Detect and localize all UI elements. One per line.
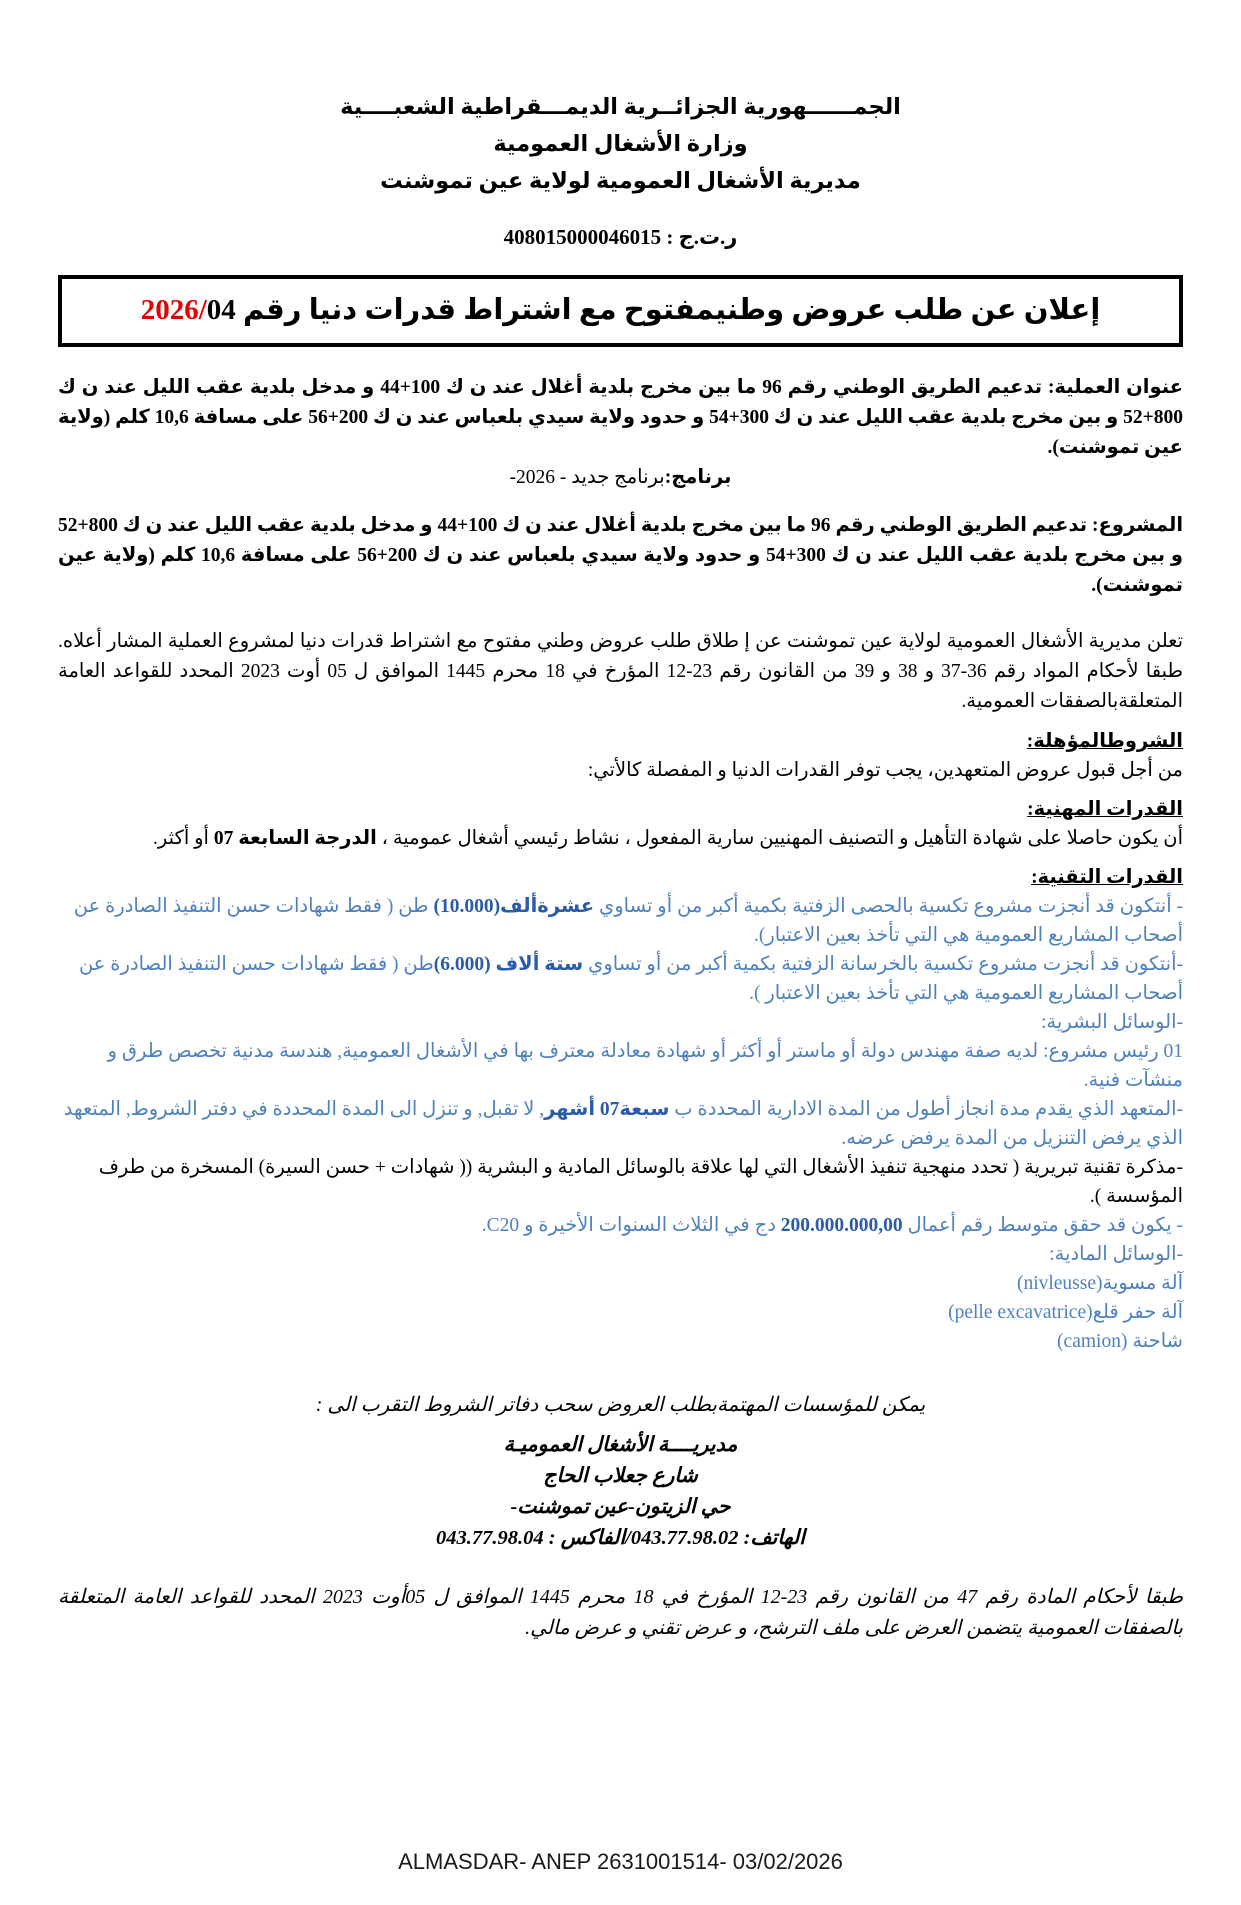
program-value: برنامج جديد - 2026- <box>509 467 665 488</box>
professional-text-after: أو أكثر. <box>153 828 214 849</box>
address-directorate: مديريــــة الأشغال العموميـة <box>503 1434 738 1456</box>
operation-title-paragraph: عنوان العملية: تدعيم الطريق الوطني رقم 96 ما بين مخرج بلدية أغلال عند ن ك 100+44 و مدخل بلدية عقب الليل عند ن ك 800+52 و بين مخرج بلدية عقب الليل عند ن ك 300+54 و حدود ولاية سيدي بلعباس عند ن ك 200+56 على مسافة 10,6 كلم (ولاية عين تموشنت). <box>58 377 1184 458</box>
announcement-title-text: إعلان عن طلب عروض وطنيمفتوح مع اشتراط قدرات دنيا رقم <box>235 294 1101 326</box>
announcement-sentence-2: طبقا لأحكام المواد رقم 36-37 و 38 و 39 من القانون رقم 23-12 المؤرخ في 18 محرم 1445 الموافق ل 05 أوت 2023 المحدد للقواعد العامة المتعلقةبالصفقات العمومية. <box>58 661 1183 712</box>
eligibility-heading: الشروطالمؤهلة: <box>1026 731 1183 752</box>
technical-item1-after: طن ( فقط شهادات حسن التنفيذ الصادرة عن أصحاب المشاريع العمومية هي التي تأخذ بعين الاعتبار). <box>73 896 1183 946</box>
material-item-excavator: آلة حفر قلع(pelle excavatrice) <box>948 1302 1183 1323</box>
announcement-number <box>141 294 236 326</box>
professional-capacities-text <box>58 824 1183 853</box>
human-resources-heading: -الوسائل البشرية: <box>1041 1012 1183 1033</box>
duration-text-after: , لا تقبل, و تنزل الى المدة المحددة في دفتر الشروط, المتعهد الذي يرفض التنزيل من المدة يرفض عرضه. <box>63 1099 1183 1149</box>
technical-memo: -مذكرة تقنية تبريرية ( تحدد منهجية تنفيذ الأشغال التي لها علاقة بالوسائل المادية و البشرية (( شهادات + حسن السيرة) المسخرة من طرف المؤسسة ). <box>98 1157 1183 1207</box>
address-street: شارع جعلاب الحاج <box>543 1465 698 1487</box>
human-resources-duration <box>58 1095 1183 1153</box>
directorate-line: مديرية الأشغال العمومية لولاية عين تموشنت <box>380 168 861 193</box>
material-item-truck: شاحنة (camion) <box>1057 1331 1183 1352</box>
technical-item-asphalt <box>58 950 1183 1008</box>
address-district: حي الزيتون-عين تموشنت- <box>510 1496 731 1518</box>
technical-item2-quantity: ستة ألاف (6.000) <box>433 954 584 975</box>
announcement-title-box <box>58 275 1183 347</box>
eligibility-intro: من أجل قبول عروض المتعهدين، يجب توفر القدرات الدنيا و المفصلة كالأتي: <box>587 760 1183 781</box>
contact-intro: يمكن للمؤسسات المهتمةبطلب العروض سحب دفاتر الشروط التقرب الى : <box>315 1394 926 1416</box>
program-label: برنامج: <box>664 467 732 488</box>
material-resources-heading: -الوسائل المادية: <box>1049 1244 1183 1265</box>
project-paragraph: المشروع: تدعيم الطريق الوطني رقم 96 ما بين مخرج بلدية أغلال عند ن ك 100+44 و مدخل بلدية عقب الليل عند ن ك 800+52 و بين مخرج بلدية عقب الليل عند ن ك 300+54 و حدود ولاية سيدي بلعباس عند ن ك 200+56 على مسافة 10,6 كلم (ولاية عين تموشنت). <box>58 515 1184 596</box>
technical-item-gravel <box>58 892 1183 950</box>
duration-text-before: -المتعهد الذي يقدم مدة انجاز أطول من المدة الادارية المحددة ب <box>669 1099 1183 1120</box>
announcement-paragraph <box>58 627 1183 717</box>
republic-line: الجمــــــهورية الجزائــرية الديمـــقراطية الشعبــــية <box>340 94 901 119</box>
material-item-grader: آلة مسوية(nivleusse) <box>1016 1273 1183 1294</box>
trade-register-number: ر.ت.ج : 408015000046015 <box>503 225 738 249</box>
duration-months-bold: سبعة07 أشهر <box>544 1099 670 1120</box>
technical-capacities-heading: القدرات التقنية: <box>1031 867 1183 888</box>
technical-item2-before: -أنتكون قد أنجزت مشروع تكسية بالخرسانة الزفتية بكمية أكبر من أو تساوي <box>583 954 1183 975</box>
professional-grade-bold: الدرجة السابعة 07 <box>213 828 377 849</box>
professional-text-before: أن يكون حاصلا على شهادة التأهيل و التصنيف المهنيين سارية المفعول ، نشاط رئيسي أشغال عمومية ، <box>376 828 1183 849</box>
ministry-line: وزارة الأشغال العمومية <box>493 131 748 156</box>
turnover-text-before: - يكون قد حقق متوسط رقم أعمال <box>902 1215 1183 1236</box>
turnover-amount: 200.000.000,00 <box>780 1215 903 1236</box>
technical-item2-after: طن ( فقط شهادات حسن التنفيذ الصادرة عن أصحاب المشاريع العمومية هي التي تأخذ بعين الاعتبار ). <box>78 954 1183 1004</box>
announcement-seq: 04 <box>206 294 236 326</box>
technical-item1-quantity: عشرةألف(10.000) <box>433 896 595 917</box>
turnover-requirement <box>58 1211 1183 1240</box>
announcement-sentence-1: تعلن مديرية الأشغال العمومية لولاية عين تموشنت عن إ طلاق طلب عروض وطني مفتوح مع اشتراط قدرات دنيا لمشروع العملية المشار أعلاه. <box>58 631 1183 652</box>
contact-address-block <box>58 1430 1183 1554</box>
turnover-text-after: دج في الثلاث السنوات الأخيرة و C20. <box>481 1215 781 1236</box>
phone-fax-line: الهاتف: 043.77.98.02/الفاكس : 043.77.98.04 <box>436 1527 805 1549</box>
technical-item1-before: - أنتكون قد أنجزت مشروع تكسية بالحصى الزفتية بكمية أكبر من أو تساوي <box>594 896 1183 917</box>
program-line <box>58 463 1183 493</box>
closing-legal-paragraph: طبقا لأحكام المادة رقم 47 من القانون رقم 23-12 المؤرخ في 18 محرم 1445 الموافق ل 05أوت 2023 المحدد للقواعد العامة المتعلقة بالصفقات العمومية يتضمن العرض على ملف الترشح، و عرض تقني و عرض مالي. <box>58 1586 1183 1639</box>
document-header <box>58 88 1183 199</box>
human-resources-engineer: 01 رئيس مشروع: لديه صفة مهندس دولة أو ماستر أو أكثر أو شهادة معادلة معترف بها في الأشغال العمومية, هندسة مدنية تخصص طرق و منشآت فنية. <box>107 1041 1183 1091</box>
professional-capacities-heading: القدرات المهنية: <box>1027 799 1183 820</box>
anep-footer: ALMASDAR- ANEP 2631001514- 03/02/2026 <box>398 1849 843 1874</box>
announcement-year: 2026/ <box>140 294 207 326</box>
